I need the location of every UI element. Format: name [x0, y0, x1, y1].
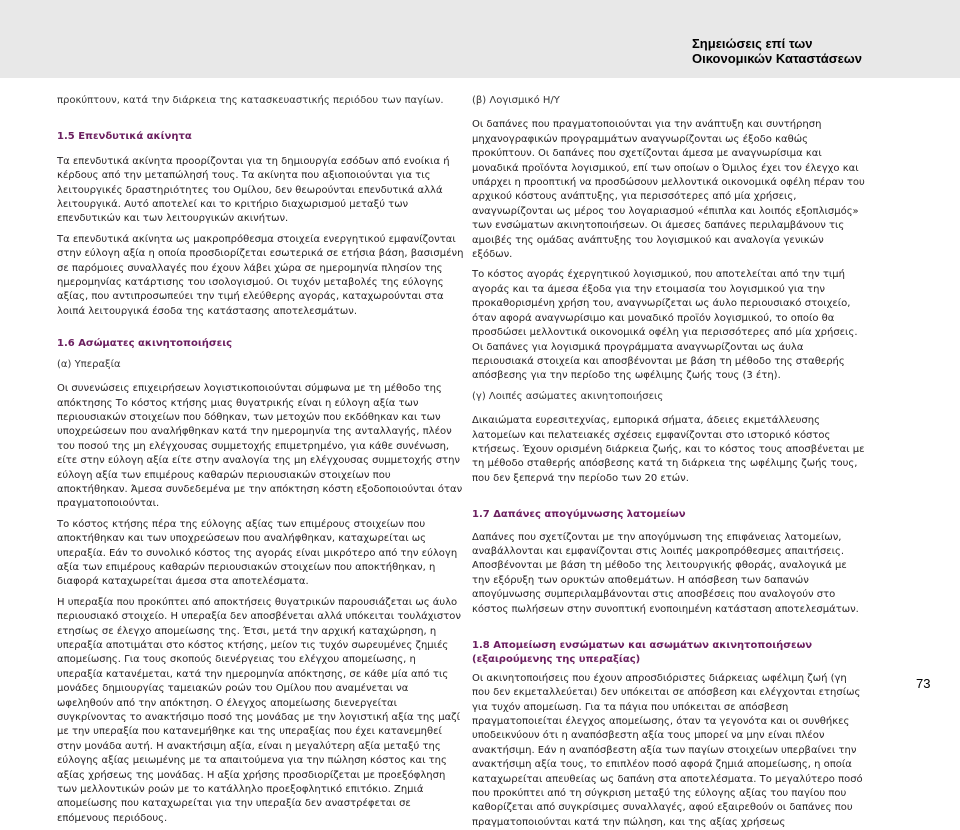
- section-1-5-paragraph-2: Τα επενδυτικά ακίνητα ως μακροπρόθεσμα στοιχεία ενεργητικού εμφανίζονται στην εύλογη αξία η οποία προσδιορίζεται εσωτερικά σε ετήσια βάση, βασισμένη σε παρόμοιες συναλλαγές που έχουν λάβει χώρα σε ημερομηνία πλησίον της ημερομηνίας κατάρτισης του ισολογισμού. Οι τυχόν μεταβολές της εύλογης αξίας, που αντιπροσωπεύει την τιμή ελεύθερης αγοράς, καταχωρούνται στα λοιπά λειτουργικά έσοδα της κατάστασης αποτελεσμάτων.: [57, 233, 464, 317]
- software-paragraph-2: Το κόστος αγοράς έχεργητικού λογισμικού, που αποτελείται από την τιμή αγοράς και τα άμεσα έξοδα για την ετοιμασία του λογισμικού για την προκαθορισμένη χρήση του, αναγνωρίζεται ως άυλο περιουσιακό στοιχείο, όταν αφορά αναγνωρίσιμο και μοναδικό προϊόν λογισμικού, το οποίο θα προσδώσει μελλοντικά οικονομικά οφέλη για περισσότερες από μία χρήσεις. Οι δαπάνες για λογισμικά προγράμματα αναγνωρίζονται ως άυλα περιουσιακά στοιχεία και αποσβένονται με βάση τη μέθοδο της σταθερής απόσβεσης για την περίοδο της ωφέλιμης ζωής τους (3 έτη).: [472, 269, 858, 382]
- intro-paragraph: προκύπτουν, κατά την διάρκεια της κατασκευαστικής περιόδου των παγίων.: [57, 95, 444, 106]
- section-1-6-paragraph-1: Οι συνενώσεις επιχειρήσεων λογιστικοποιούνται σύμφωνα με τη μέθοδο της απόκτησης Το κόστος κτήσης μιας θυγατρικής είναι η εύλογη αξία των περιουσιακών στοιχείων που δόθηκαν, των μετοχών που εκδόθηκαν και των υποχρεώσεων που αναλήφθηκαν κατά την ημερομηνία της ανταλλαγής, πλέον του ποσού της μη ελέγχουσας συμμετοχής επιμετρημένο, για κάθε συνένωση, είτε στην εύλογη αξία είτε στην αναλογία της μη ελέγχουσας συμμετοχής στην εύλογη αξία των επιμέρους καθαρών περιουσιακών στοιχείων που αποκτήθηκαν. Άμεσα συνδεδεμένα με την απόκτηση κόστη εξοδοποιούνται όταν πραγματοποιούνται.: [57, 383, 463, 510]
- section-1-7-heading: 1.7 Δαπάνες απογύμνωσης λατομείων: [472, 509, 686, 521]
- section-1-8-paragraph: Οι ακινητοποιήσεις που έχουν απροσδιόριστες διάρκειας ωφέλιμη ζωή (γη που δεν εκμεταλλεύεται) δεν υπόκειται σε απόσβεση και ελέγχονται ετησίως για τυχόν απομείωση. Για τα πάγια που υπόκειται σε απόσβεση πραγματοποιείται έλεγχος απομείωσης, όταν τα γεγονότα και οι συνθήκες υποδεικνύουν ότι η αναπόσβεστη αξία τους μπορεί να μην είναι πλέον ανακτήσιμη. Εάν η αναπόσβεστη αξία των παγίων στοιχείων υπερβαίνει την ανακτήσιμη αξία τους, το επιπλέον ποσό αφορά ζημιά απομείωσης, η οποία καταχωρείται απευθείας ως δαπάνη στα αποτελέσματα. Το μεγαλύτερο ποσό που προκύπτει από τη σύγκριση μεταξύ της εύλογης αξίας του παγίου που καθορίζεται από συγκρίσιμες συναλλαγές, αφού εξαιρεθούν οι δαπάνες που πραγματοποιούνται κατά την πώληση, και της αξίας χρήσεως: [472, 672, 863, 828]
- software-paragraph-1: Οι δαπάνες που πραγματοποιούνται για την ανάπτυξη και συντήρηση μηχανογραφικών προγραμμάτων αναγνωρίζονται ως έξοδο καθώς προκύπτουν. Οι δαπάνες που σχετίζονται άμεσα με αναγνωρίσιμα και μοναδικά προϊόντα λογισμικού, επί των οποίων ο Όμιλος έχει τον έλεγχο και υπάρχει η προοπτική να προσδώσουν μελλοντικά οικονομικά οφέλη πέραν του αρχικού κόστους ανάπτυξης, για περισσότερες από μία χρήσεις, αναγνωρίζονται ως μέρος του λογαριασμού «έπιπλα και λοιπός εξοπλισμός» των ενσώματων ακινητοποιήσεων. Οι άμεσες δαπάνες περιλαμβάνουν τις αμοιβές της ομάδας ανάπτυξης του λογισμικού και αναλογία γενικών εξόδων.: [472, 119, 865, 261]
- section-1-6-paragraph-3: Η υπεραξία που προκύπτει από αποκτήσεις θυγατρικών παρουσιάζεται ως άυλο περιουσιακό στοιχείο. Η υπεραξία δεν αποσβένεται αλλά υπόκειται τουλάχιστον ετησίως σε έλεγχο απομείωσης της. Έτσι, μετά την αρχική καταχώρηση, η υπεραξία αποτιμάται στο κόστος κτήσης, μείον τις τυχόν σωρευμένες ζημιές απομείωσης. Για τους σκοπούς διενέργειας του ελέγχου απομείωσης, η υπεραξία κατανέμεται, κατά την ημερομηνία απόκτησης, σε κάθε μία από τις μονάδες δημιουργίας ταμειακών ροών του Ομίλου που αναμένεται να ωφεληθούν από την απόκτηση. Ο έλεγχος απομείωσης διενεργείται συγκρίνοντας το ανακτήσιμο ποσό της μονάδας με την λογιστική αξία της μαζί με την υπεραξία που κατανεμήθηκε και της υπεραξίας που έχει κατανεμηθεί στην μονάδα αυτή. Η ανακτήσιμη αξία, είναι η μεγαλύτερη αξία μεταξύ της εύλογης αξίας μειωμένης με τα απαιτούμενα για την πώληση κόστος και της αξίας χρήσεως της μονάδας. Η αξία χρήσης προσδιορίζεται με προεξόφληση των μελλοντικών ροών με το κατάλληλο προεξοφλητικό επιτόκιο. Ζημιά απομείωσης που καταχωρείται για την υπεραξία δεν αναστρέφεται σε επόμενους περιόδους.: [57, 596, 461, 824]
- other-intangibles-paragraph: Δικαιώματα ευρεσιτεχνίας, εμπορικά σήματα, άδειες εκμετάλλευσης λατομείων και πελατειακές σχέσεις εμφανίζονται στο ιστορικό κόστος κτήσεως. Έχουν ορισμένη διάρκεια ζωής, και το κόστος τους αποσβένεται με τη μέθοδο σταθερής απόσβεσης κατά τη διάρκεια της ωφέλιμης ζωής τους, που δεν ξεπερνά την περίοδο των 20 ετών.: [472, 415, 865, 484]
- header-title-line2: Οικονομικών Καταστάσεων: [692, 51, 862, 66]
- section-1-6-paragraph-2: Το κόστος κτήσης πέρα της εύλογης αξίας των επιμέρους στοιχείων που αποκτήθηκαν και των υποχρεώσεων που αναλήφθηκαν, καταχωρείται ως υπεραξία. Εάν το συνολικό κόστος της αγοράς είναι μικρότερο από την εύλογη αξία των επιμέρους καθαρών περιουσιακών στοιχείων που αποκτήθηκαν, η διαφορά καταχωρείται άμεσα στα αποτελέσματα.: [57, 518, 458, 588]
- section-1-6-heading: 1.6 Ασώματες ακινητοποιήσεις: [57, 338, 233, 350]
- subheading-b-software: (β) Λογισμικό Η/Υ: [472, 95, 560, 106]
- section-1-8-heading: 1.8 Απομείωση ενσώματων και ασωμάτων ακινητοποιήσεων (εξαιρούμενης της υπεραξίας): [472, 640, 813, 666]
- right-column: [472, 94, 867, 830]
- section-1-5-paragraph-1: Τα επενδυτικά ακίνητα προορίζονται για τη δημιουργία εσόδων από ενοίκια ή κέρδους από την μεταπώλησή τους. Τα ακίνητα που αξιοποιούνται για τις λειτουργικές δραστηριότητες του Ομίλου, δεν θεωρούνται επενδυτικά αλλά λειτουργικά. Αυτό αποτελεί και το κριτήριο διαχωρισμού μεταξύ των επενδυτικών και των λειτουργικών ακινήτων.: [57, 155, 450, 225]
- left-column: [57, 94, 464, 826]
- header-title: [692, 36, 922, 66]
- section-1-6-subheading-a: (α) Υπεραξία: [57, 358, 121, 370]
- section-1-5-heading: 1.5 Επενδυτικά ακίνητα: [57, 131, 192, 143]
- section-1-7-paragraph: Δαπάνες που σχετίζονται με την απογύμνωση της επιφάνειας λατομείων, αναβάλλονται και εμφανίζονται στις λοιπές μακροπρόθεσμες απαιτήσεις. Αποσβένονται με βάση τη μέθοδο της λειτουργικής φθοράς, αναλογικά με την εξόρυξη των ορυκτών αποθεμάτων. Η απόσβεση των δαπανών απογύμνωσης συμπεριλαμβάνονται στις αποσβέσεις που αναλογούν στο κόστος πωλήσεων στην συνοπτική ενοποιημένη κατάσταση αποτελεσμάτων.: [472, 531, 859, 615]
- page-number: 73: [916, 676, 931, 691]
- header-title-line1: Σημειώσεις επί των: [692, 36, 813, 51]
- subheading-c-other-intangibles: (γ) Λοιπές ασώματες ακινητοποιήσεις: [472, 390, 664, 402]
